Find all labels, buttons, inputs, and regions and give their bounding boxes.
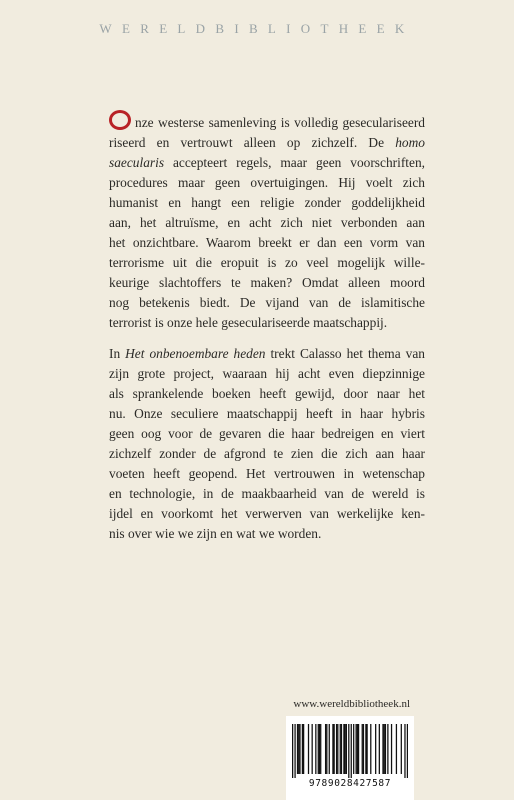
text-run: het onzichtbare. Waarom breekt er dan een vorm van [109,235,425,250]
text-line [109,110,425,133]
text-line [109,424,425,444]
barcode-bar [366,724,367,774]
barcode-bar [348,724,349,778]
barcode-bar [332,724,333,774]
barcode-bar [341,724,342,774]
text-run: humanist en hangt een religie zonder goddelijkheid [109,195,425,210]
text-line [109,344,425,364]
paragraph-2-lines [109,344,425,544]
text-run: In [109,346,126,361]
text-run: accepteert regels, maar geen voorschriften, [164,155,425,170]
text-line [109,133,425,153]
barcode-bar [401,724,402,774]
barcode-bars [292,724,408,778]
isbn-number: 9789028427587 [308,778,392,789]
text-run: aan, het altruïsme, en acht zich niet verbonden aan [109,215,425,230]
barcode-bar [325,724,326,774]
text-run: nog betekenis biedt. De vijand van de islamitische [109,295,425,310]
barcode-bar [353,724,354,774]
text-line [109,273,425,293]
publisher-url: www.wereldbibliotheek.nl [293,698,410,710]
text-run: voeten heeft geopend. Het vertrouwen in wetenschap [109,466,425,481]
barcode-bar [346,724,347,774]
barcode-bar [329,724,330,774]
text-run: en technologie, in de maakbaarheid van de wereld is [109,486,425,501]
barcode-bar [337,724,338,774]
barcode-bar [396,724,397,774]
barcode-bar [319,724,320,774]
barcode-bar [355,724,356,774]
paragraph-1-lines [109,110,425,333]
text-run: procedures maar geen overtuigingen. Hij voelt zich [109,175,425,190]
barcode-bar [326,724,327,774]
barcode-bar [292,724,293,778]
barcode-bar [336,724,337,774]
text-line [109,173,425,193]
barcode-bar [385,724,386,774]
text-line [109,484,425,504]
barcode-bar [357,724,358,774]
barcode-bar [358,724,359,774]
blurb-paragraph-2 [109,344,425,544]
text-line [109,213,425,233]
barcode-bar [320,724,321,774]
barcode-bar [299,724,300,774]
barcode-bar [308,724,309,774]
text-line [109,253,425,273]
drop-cap-letter-o [109,110,131,130]
barcode-bar [312,724,313,774]
barcode-bar [351,724,352,778]
text-run: keurige slachtoffers te maken? Omdat alleen moord [109,275,425,290]
barcode-bar [407,724,408,778]
blurb-paragraph-1 [109,110,425,333]
barcode-bar [370,724,371,774]
barcode-bar [303,724,304,774]
barcode-bar [404,724,405,778]
text-run: nis over wie we zijn en wat we worden. [109,526,322,541]
text-run: nu. Onze seculiere maatschappij heeft in haar hybris [109,406,425,421]
text-run: terrorist is onze hele geseculariseerde maatschappij. [109,315,388,330]
barcode-bar [387,724,388,774]
barcode-bar [384,724,385,774]
barcode-bar [297,724,298,774]
text-run: terrorisme uit die eropuit is zo veel mogelijk wille- [109,255,425,270]
barcode-bar [365,724,366,774]
text-line [109,233,425,253]
text-line [109,444,425,464]
barcode [286,716,414,800]
publisher-name: WERELDBIBLIOTHEEK [99,21,415,36]
italic-text: Het onbenoembare heden [125,346,266,361]
italic-text: homo [395,135,425,150]
text-run: nze westerse samenleving is volledig geseculariseerd [135,115,425,130]
text-line [109,313,425,333]
text-run: geen oog voor de gevaren die haar bedreigen en viert [109,426,425,441]
text-line [109,504,425,524]
text-line [109,153,425,173]
barcode-bar [294,724,295,778]
barcode-bar [340,724,341,774]
text-run: zijn grote project, waaraan hij acht even diepzinnige [109,366,425,381]
barcode-bar [391,724,392,774]
text-line [109,464,425,484]
barcode-bar [379,724,380,774]
italic-text: saecularis [109,155,165,170]
text-run: ijdel en voorkomt het verwerven van werkelijke ken- [109,506,425,521]
barcode-bar [334,724,335,774]
barcode-bar [375,724,376,774]
barcode-bar [382,724,383,774]
barcode-bar [318,724,319,774]
barcode-bar [362,724,363,774]
barcode-bar [343,724,344,774]
text-run: trekt Calasso het thema van [265,346,425,361]
text-line [109,293,425,313]
text-run: riseerd en vertrouwt alleen op zichzelf. De [109,135,396,150]
barcode-bar [345,724,346,774]
barcode-bar [363,724,364,774]
text-line [109,364,425,384]
text-line [109,193,425,213]
text-run: als sprankelende boeken heeft gewijd, door naar het [109,386,425,401]
barcode-bar [315,724,316,774]
text-run: zichzelf zonder de afgrond te zien die zich aan haar [109,446,425,461]
barcode-bar [298,724,299,774]
text-line [109,384,425,404]
text-line [109,404,425,424]
text-line [109,524,425,544]
barcode-bar [302,724,303,774]
